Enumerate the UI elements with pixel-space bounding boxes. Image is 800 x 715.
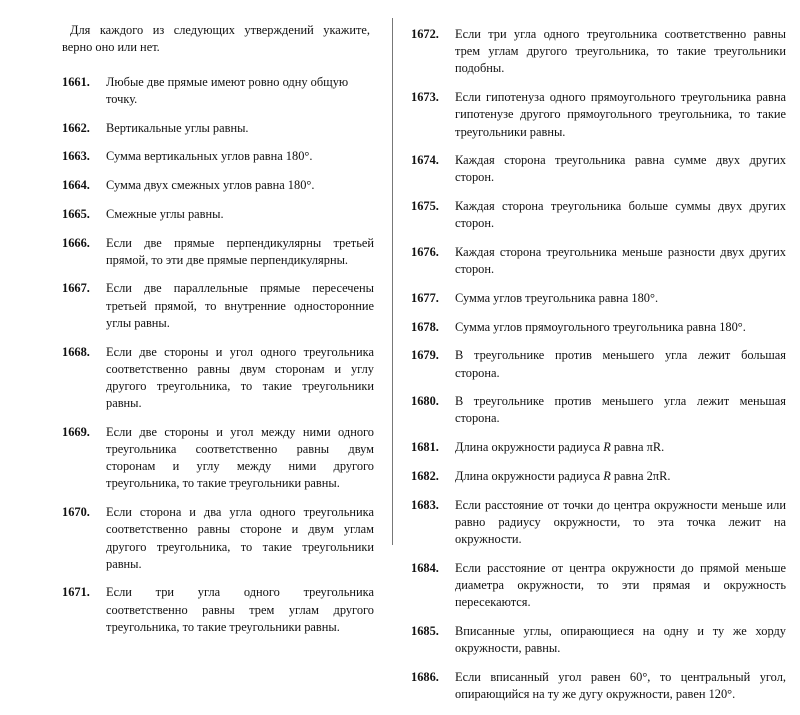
exercise-number: 1686. bbox=[411, 669, 439, 684]
exercise-number: 1683. bbox=[411, 497, 439, 512]
exercise-item bbox=[411, 497, 786, 549]
exercise-text: Каждая сторона треугольника больше суммы двух других сторон. bbox=[455, 199, 786, 231]
exercise-item bbox=[411, 347, 786, 381]
exercise-number: 1678. bbox=[411, 319, 439, 334]
exercise-text: В треугольнике против меньшего угла лежит большая сторона. bbox=[455, 348, 786, 380]
exercise-text: Любые две прямые имеют ровно одну общую точку. bbox=[106, 74, 349, 107]
exercise-item bbox=[62, 120, 374, 137]
exercise-number: 1677. bbox=[411, 290, 439, 305]
exercise-number: 1681. bbox=[411, 440, 439, 455]
exercise-text: Если вписанный угол равен 60°, то центральный угол, опирающийся на ту же дугу окружности, равен 120°. bbox=[455, 669, 786, 701]
exercise-item bbox=[62, 344, 374, 413]
exercise-item bbox=[411, 319, 786, 336]
exercise-number: 1670. bbox=[62, 505, 90, 520]
exercise-number: 1684. bbox=[411, 560, 439, 575]
exercise-text: Сумма углов треугольника равна 180°. bbox=[455, 290, 659, 305]
exercise-text: Сумма двух смежных углов равна 180°. bbox=[106, 178, 315, 193]
exercise-number: 1669. bbox=[62, 424, 90, 439]
exercise-item bbox=[411, 244, 786, 278]
exercise-text: Если гипотенуза одного прямоугольного треугольника равна гипотенузе другого прямоугольного треугольника, то такие треугольники равны. bbox=[455, 90, 786, 139]
exercise-item bbox=[411, 198, 786, 232]
exercise-number: 1676. bbox=[411, 245, 439, 260]
exercise-text: Вписанные углы, опирающиеся на одну и ту же хорду окружности, равны. bbox=[455, 623, 786, 655]
exercise-item bbox=[411, 439, 786, 456]
exercise-text: Если две стороны и угол между ними одного треугольника соответственно равны двум сторонам и углу между ними другого треугольника, то такие треугольники равны. bbox=[106, 424, 374, 491]
exercise-number: 1672. bbox=[411, 27, 439, 41]
exercise-item bbox=[411, 623, 786, 657]
exercise-item bbox=[411, 152, 786, 186]
exercise-text: В треугольнике против меньшего угла лежит меньшая сторона. bbox=[455, 394, 786, 426]
exercise-item bbox=[62, 74, 374, 108]
exercise-text: Смежные углы равны. bbox=[106, 206, 224, 221]
exercise-item bbox=[411, 393, 786, 427]
exercise-item bbox=[411, 89, 786, 141]
exercise-number: 1674. bbox=[411, 153, 439, 168]
exercise-number: 1671. bbox=[62, 585, 90, 600]
exercise-item bbox=[411, 468, 786, 485]
exercise-number: 1680. bbox=[411, 394, 439, 409]
exercise-text: Каждая сторона треугольника меньше разности двух других сторон. bbox=[455, 245, 786, 277]
exercise-item bbox=[411, 290, 786, 307]
exercise-number: 1663. bbox=[62, 149, 90, 164]
exercise-number: 1675. bbox=[411, 199, 439, 214]
exercise-text: Если расстояние от центра окружности до прямой меньше диаметра окружности, то эти прямая и окружность пересекаются. bbox=[455, 560, 786, 610]
exercise-text: Сумма вертикальных углов равна 180°. bbox=[106, 149, 313, 164]
exercise-text: Если две прямые перпендикулярны третьей прямой, то эти две прямые перпендикулярны. bbox=[106, 235, 374, 267]
exercise-item bbox=[411, 560, 786, 612]
exercise-item bbox=[62, 424, 374, 493]
exercise-text: Каждая сторона треугольника равна сумме двух других сторон. bbox=[455, 153, 786, 185]
exercise-text: Длина окружности радиуса R равна πR. bbox=[455, 440, 665, 455]
exercise-item bbox=[62, 148, 374, 165]
instructions-paragraph: Для каждого из следующих утверждений укажите, верно оно или нет. bbox=[62, 23, 370, 55]
exercise-text: Если две параллельные прямые пересечены третьей прямой, то внутренние односторонние углы равны. bbox=[106, 281, 374, 330]
exercise-item bbox=[62, 235, 374, 269]
exercise-item bbox=[62, 280, 374, 332]
exercise-item bbox=[62, 504, 374, 573]
exercise-text: Если три угла одного треугольника соответственно равны трем углам другого треугольника, то такие треугольники подобны. bbox=[455, 27, 786, 76]
exercise-text: Вертикальные углы равны. bbox=[106, 120, 249, 135]
exercise-number: 1673. bbox=[411, 90, 439, 105]
left-column bbox=[0, 0, 392, 648]
exercise-text: Если расстояние от точки до центра окружности меньше или равно радиусу окружности, то эта точка лежит на окружности. bbox=[455, 497, 786, 546]
exercise-number: 1682. bbox=[411, 468, 439, 483]
exercise-number: 1661. bbox=[62, 74, 90, 89]
exercise-item bbox=[62, 177, 374, 194]
exercise-number: 1667. bbox=[62, 281, 90, 296]
exercise-item bbox=[62, 584, 374, 636]
exercise-number: 1679. bbox=[411, 348, 439, 363]
exercise-text: Длина окружности радиуса R равна 2πR. bbox=[455, 468, 671, 483]
exercise-text: Если две стороны и угол одного треугольника соответственно равны двум сторонам и углу другого треугольника, то такие треугольники равны. bbox=[106, 344, 374, 411]
exercise-item bbox=[411, 26, 786, 78]
exercise-item bbox=[411, 669, 786, 703]
exercise-number: 1666. bbox=[62, 235, 90, 250]
exercise-text: Если сторона и два угла одного треугольника соответственно равны стороне и двум углам другого треугольника, то такие треугольники равны. bbox=[106, 505, 374, 571]
exercise-item bbox=[62, 206, 374, 223]
exercise-number: 1662. bbox=[62, 120, 90, 135]
exercise-text: Сумма углов прямоугольного треугольника равна 180°. bbox=[455, 319, 746, 334]
exercise-number: 1665. bbox=[62, 206, 90, 221]
exercise-number: 1685. bbox=[411, 623, 439, 638]
exercise-number: 1668. bbox=[62, 344, 90, 359]
exercise-text: Если три угла одного треугольника соответственно равны трем углам другого треугольника, то такие треугольники равны. bbox=[106, 585, 374, 634]
right-column bbox=[393, 0, 800, 715]
exercise-number: 1664. bbox=[62, 178, 90, 193]
